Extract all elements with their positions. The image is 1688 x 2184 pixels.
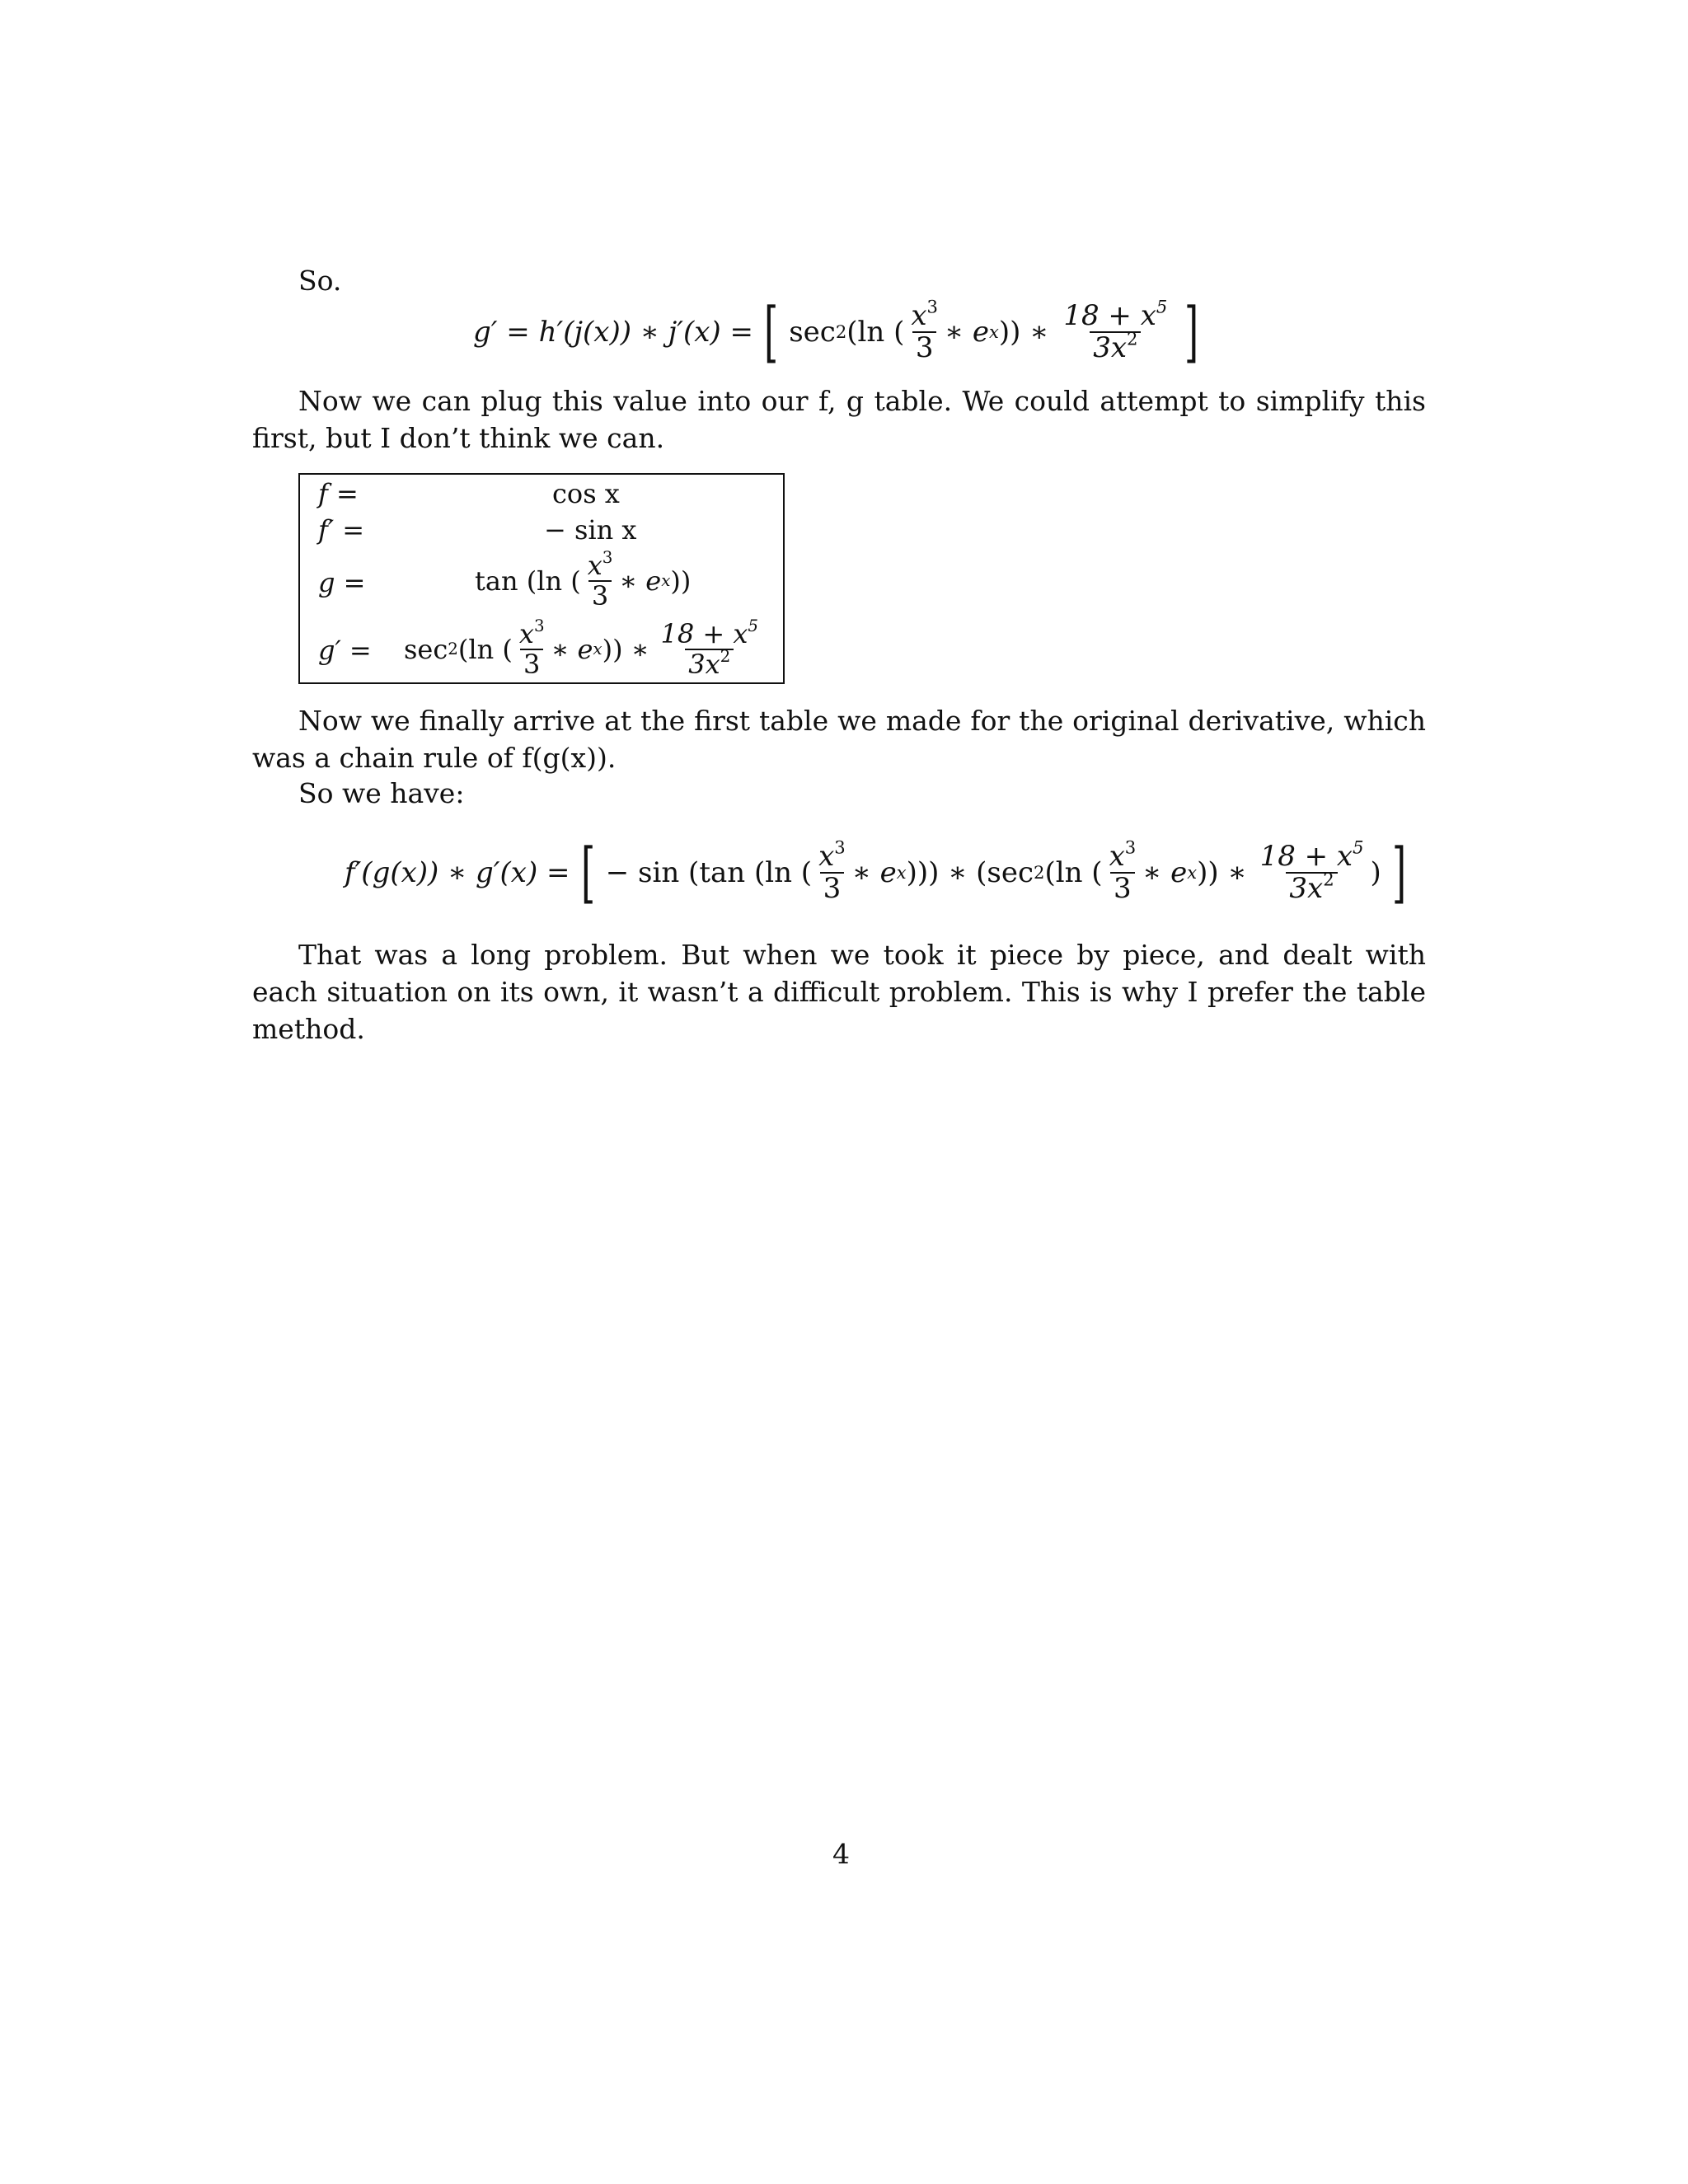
eq2-part5: ∗ e (1142, 856, 1188, 889)
table-row-f-prime-label: f′ = (318, 514, 365, 546)
table-row-f-value: cos x (552, 478, 620, 509)
fg-table-box (298, 473, 785, 684)
paragraph-so: So. (298, 265, 342, 297)
eq2-part6: )) ∗ (1197, 856, 1247, 889)
eq1-frac2-den: 3x (1093, 331, 1128, 364)
equation-final-derivative: f′(g(x)) ∗ g′(x) = [ − sin (tan (ln ( $\frac{x^3}{3}$ ∗ e x ))) ∗ (sec 2 (ln ( $\frac{x^3}{3}$ ∗ e x )) ∗ $\frac{18 + x^5}{3x^2}$ ) ] (345, 834, 1406, 911)
eq1-lhs: g′ = h′(j(x)) ∗ j′(x) = (473, 316, 753, 349)
eq1-close: )) ∗ (998, 316, 1049, 349)
eq2-right-bracket: ] (1391, 834, 1406, 911)
eq2-part2: ∗ e (851, 856, 897, 889)
eq2-fraction-a-x3-over-3: $\frac{x^3}{3}$ (818, 836, 846, 905)
eq1-left-bracket: [ (763, 293, 779, 370)
eq2-fraction-b-x3-over-3: $\frac{x^3}{3}$ (1109, 836, 1137, 905)
table-row-f-label: f = (318, 478, 359, 509)
eq1-sec: sec (789, 316, 836, 349)
table-row-f-prime-value: − sin x (544, 514, 637, 546)
eq2-part1: − sin (tan (ln ( (605, 856, 813, 889)
eq1-frac2-den-exp: 2 (1127, 328, 1138, 349)
eq1-ln-open: (ln ( (846, 316, 905, 349)
eq2-left-bracket: [ (580, 834, 595, 911)
eq1-fraction-x3-over-3 (907, 295, 941, 364)
page-number: 4 (832, 1838, 850, 1870)
table-row-g-prime-value: sec 2 (ln ( $\frac{x^3}{3}$ ∗ e x )) ∗ $\frac{18 + x^5}{3x^2}$ (404, 615, 765, 684)
eq2-lhs: f′(g(x)) ∗ g′(x) = (345, 856, 570, 889)
paragraph-so-we-have: So we have: (298, 777, 465, 809)
paragraph-finally-arrive: Now we finally arrive at the first table we made for the original derivative, which was a chain rule of f(g(x)). (252, 705, 1426, 774)
eq2-part3: ))) ∗ (sec (906, 856, 1034, 889)
table-g-fraction-x3-over-3: $\frac{x^3}{3}$ (587, 547, 613, 612)
eq2-part4: (ln ( (1044, 856, 1103, 889)
table-gprime-fraction-x3-over-3: $\frac{x^3}{3}$ (518, 616, 545, 680)
eq1-mid: ∗ e (944, 316, 989, 349)
eq1-frac2-num: 18 + x (1063, 298, 1156, 332)
eq1-right-bracket: ] (1184, 293, 1199, 370)
eq2-close-paren: ) (1370, 856, 1381, 889)
equation-g-prime: g′ = h′(j(x)) ∗ j′(x) = [ sec 2 (ln ( $\frac{x^3}{3}$ ∗ e x )) ∗ $\frac{18 + x^5}{3x^2}$ ] (473, 293, 1199, 370)
eq1-frac1-num-exp: 3 (926, 295, 938, 316)
table-row-g-value: tan (ln ( $\frac{x^3}{3}$ ∗ e x )) (475, 547, 692, 612)
eq2-fraction-18x5-over-3x2: $\frac{18 + x^5}{3x^2}$ (1259, 836, 1364, 905)
table-row-g-label: g = (318, 567, 366, 598)
eq1-frac1-den: 3 (912, 331, 937, 363)
eq1-fraction-18x5-over-3x2 (1060, 295, 1170, 364)
table-gprime-fraction-18x5-over-3x2: $\frac{18 + x^5}{3x^2}$ (660, 616, 759, 680)
paragraph-plug-into-table: Now we can plug this value into our f, g table. We could attempt to simplify this first, but I don’t think we can. (252, 385, 1426, 454)
table-row-g-prime-label: g′ = (318, 635, 372, 666)
paragraph-long-problem: That was a long problem. But when we took it piece by piece, and dealt with each situation on its own, it wasn’t a difficult problem. This is why I prefer the table method. (252, 939, 1426, 1045)
eq1-frac1-num: x (911, 298, 927, 332)
eq1-frac2-num-exp: 5 (1156, 295, 1168, 316)
